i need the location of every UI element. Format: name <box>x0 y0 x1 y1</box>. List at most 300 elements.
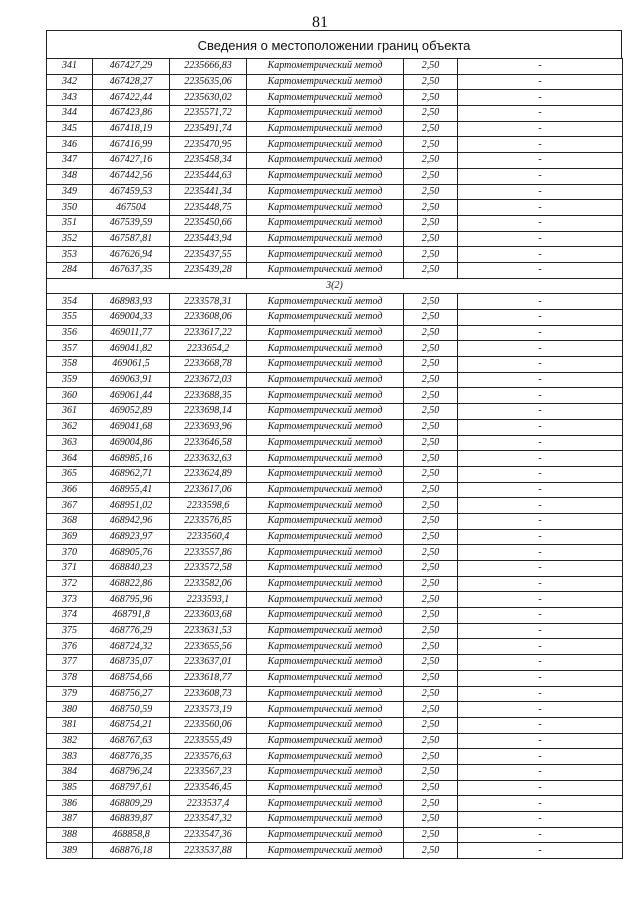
table-row <box>47 561 623 577</box>
point-number-cell: 342 <box>47 74 93 90</box>
y-coordinate-cell: 2235635,06 <box>170 74 247 90</box>
y-coordinate-cell: 2235491,74 <box>170 121 247 137</box>
method-cell: Картометрический метод <box>247 294 404 310</box>
x-coordinate-cell: 468754,21 <box>93 717 170 733</box>
point-number-cell: 384 <box>47 764 93 780</box>
note-cell: - <box>458 388 623 404</box>
point-number-cell: 358 <box>47 357 93 373</box>
accuracy-cell: 2,50 <box>404 184 458 200</box>
accuracy-cell: 2,50 <box>404 247 458 263</box>
method-cell: Картометрический метод <box>247 184 404 200</box>
table-row <box>47 608 623 624</box>
table-row <box>47 655 623 671</box>
note-cell: - <box>458 325 623 341</box>
x-coordinate-cell: 467422,44 <box>93 90 170 106</box>
point-number-cell: 348 <box>47 168 93 184</box>
method-cell: Картометрический метод <box>247 200 404 216</box>
accuracy-cell: 2,50 <box>404 466 458 482</box>
y-coordinate-cell: 2233547,36 <box>170 827 247 843</box>
point-number-cell: 346 <box>47 137 93 153</box>
accuracy-cell: 2,50 <box>404 764 458 780</box>
point-number-cell: 382 <box>47 733 93 749</box>
point-number-cell: 362 <box>47 419 93 435</box>
table-row <box>47 231 623 247</box>
point-number-cell: 388 <box>47 827 93 843</box>
x-coordinate-cell: 468955,41 <box>93 482 170 498</box>
table-row <box>47 419 623 435</box>
note-cell: - <box>458 592 623 608</box>
point-number-cell: 371 <box>47 561 93 577</box>
accuracy-cell: 2,50 <box>404 529 458 545</box>
y-coordinate-cell: 2233632,63 <box>170 451 247 467</box>
accuracy-cell: 2,50 <box>404 498 458 514</box>
x-coordinate-cell: 468750,59 <box>93 702 170 718</box>
y-coordinate-cell: 2233672,03 <box>170 372 247 388</box>
table-row <box>47 670 623 686</box>
point-number-cell: 369 <box>47 529 93 545</box>
accuracy-cell: 2,50 <box>404 310 458 326</box>
note-cell: - <box>458 780 623 796</box>
method-cell: Картометрический метод <box>247 843 404 859</box>
note-cell: - <box>458 623 623 639</box>
point-number-cell: 360 <box>47 388 93 404</box>
y-coordinate-cell: 2233608,73 <box>170 686 247 702</box>
x-coordinate-cell: 468796,24 <box>93 764 170 780</box>
x-coordinate-cell: 468905,76 <box>93 545 170 561</box>
table-row <box>47 827 623 843</box>
point-number-cell: 352 <box>47 231 93 247</box>
note-cell: - <box>458 749 623 765</box>
table-row <box>47 121 623 137</box>
point-number-cell: 368 <box>47 513 93 529</box>
accuracy-cell: 2,50 <box>404 639 458 655</box>
table-row <box>47 702 623 718</box>
x-coordinate-cell: 467539,59 <box>93 215 170 231</box>
point-number-cell: 380 <box>47 702 93 718</box>
x-coordinate-cell: 469063,91 <box>93 372 170 388</box>
x-coordinate-cell: 468951,02 <box>93 498 170 514</box>
method-cell: Картометрический метод <box>247 466 404 482</box>
point-number-cell: 385 <box>47 780 93 796</box>
table-row <box>47 59 623 75</box>
note-cell: - <box>458 404 623 420</box>
accuracy-cell: 2,50 <box>404 812 458 828</box>
point-number-cell: 359 <box>47 372 93 388</box>
table-row <box>47 780 623 796</box>
y-coordinate-cell: 2235630,02 <box>170 90 247 106</box>
method-cell: Картометрический метод <box>247 106 404 122</box>
table-row <box>47 325 623 341</box>
note-cell: - <box>458 529 623 545</box>
accuracy-cell: 2,50 <box>404 372 458 388</box>
x-coordinate-cell: 468776,35 <box>93 749 170 765</box>
method-cell: Картометрический метод <box>247 59 404 75</box>
method-cell: Картометрический метод <box>247 231 404 247</box>
note-cell: - <box>458 90 623 106</box>
note-cell: - <box>458 74 623 90</box>
point-number-cell: 387 <box>47 812 93 828</box>
point-number-cell: 357 <box>47 341 93 357</box>
accuracy-cell: 2,50 <box>404 733 458 749</box>
accuracy-cell: 2,50 <box>404 435 458 451</box>
accuracy-cell: 2,50 <box>404 200 458 216</box>
note-cell: - <box>458 419 623 435</box>
note-cell: - <box>458 827 623 843</box>
y-coordinate-cell: 2235439,28 <box>170 262 247 278</box>
accuracy-cell: 2,50 <box>404 780 458 796</box>
point-number-cell: 372 <box>47 576 93 592</box>
method-cell: Картометрический метод <box>247 153 404 169</box>
x-coordinate-cell: 468795,96 <box>93 592 170 608</box>
accuracy-cell: 2,50 <box>404 90 458 106</box>
note-cell: - <box>458 294 623 310</box>
point-number-cell: 353 <box>47 247 93 263</box>
section-label: 3(2) <box>47 278 623 294</box>
x-coordinate-cell: 468809,29 <box>93 796 170 812</box>
point-number-cell: 347 <box>47 153 93 169</box>
table-row <box>47 153 623 169</box>
method-cell: Картометрический метод <box>247 357 404 373</box>
x-coordinate-cell: 468797,61 <box>93 780 170 796</box>
x-coordinate-cell: 469061,5 <box>93 357 170 373</box>
y-coordinate-cell: 2233668,78 <box>170 357 247 373</box>
y-coordinate-cell: 2233655,56 <box>170 639 247 655</box>
y-coordinate-cell: 2235444,63 <box>170 168 247 184</box>
table-row <box>47 498 623 514</box>
table-row <box>47 404 623 420</box>
y-coordinate-cell: 2233593,1 <box>170 592 247 608</box>
note-cell: - <box>458 451 623 467</box>
y-coordinate-cell: 2233637,01 <box>170 655 247 671</box>
note-cell: - <box>458 168 623 184</box>
accuracy-cell: 2,50 <box>404 74 458 90</box>
x-coordinate-cell: 467587,81 <box>93 231 170 247</box>
note-cell: - <box>458 482 623 498</box>
table-row <box>47 357 623 373</box>
point-number-cell: 345 <box>47 121 93 137</box>
note-cell: - <box>458 137 623 153</box>
x-coordinate-cell: 467428,27 <box>93 74 170 90</box>
y-coordinate-cell: 2233698,14 <box>170 404 247 420</box>
method-cell: Картометрический метод <box>247 451 404 467</box>
note-cell: - <box>458 843 623 859</box>
note-cell: - <box>458 310 623 326</box>
table-row <box>47 137 623 153</box>
y-coordinate-cell: 2235666,83 <box>170 59 247 75</box>
table-row <box>47 310 623 326</box>
x-coordinate-cell: 467442,56 <box>93 168 170 184</box>
note-cell: - <box>458 812 623 828</box>
note-cell: - <box>458 372 623 388</box>
method-cell: Картометрический метод <box>247 670 404 686</box>
accuracy-cell: 2,50 <box>404 168 458 184</box>
method-cell: Картометрический метод <box>247 247 404 263</box>
method-cell: Картометрический метод <box>247 325 404 341</box>
point-number-cell: 355 <box>47 310 93 326</box>
x-coordinate-cell: 468756,27 <box>93 686 170 702</box>
y-coordinate-cell: 2233618,77 <box>170 670 247 686</box>
method-cell: Картометрический метод <box>247 529 404 545</box>
point-number-cell: 386 <box>47 796 93 812</box>
x-coordinate-cell: 467416,99 <box>93 137 170 153</box>
point-number-cell: 341 <box>47 59 93 75</box>
method-cell: Картометрический метод <box>247 545 404 561</box>
table-row <box>47 843 623 859</box>
note-cell: - <box>458 466 623 482</box>
method-cell: Картометрический метод <box>247 796 404 812</box>
y-coordinate-cell: 2235441,34 <box>170 184 247 200</box>
note-cell: - <box>458 357 623 373</box>
method-cell: Картометрический метод <box>247 168 404 184</box>
x-coordinate-cell: 468923,97 <box>93 529 170 545</box>
y-coordinate-cell: 2233693,96 <box>170 419 247 435</box>
point-number-cell: 354 <box>47 294 93 310</box>
x-coordinate-cell: 468724,32 <box>93 639 170 655</box>
accuracy-cell: 2,50 <box>404 325 458 341</box>
point-number-cell: 350 <box>47 200 93 216</box>
method-cell: Картометрический метод <box>247 764 404 780</box>
y-coordinate-cell: 2233576,63 <box>170 749 247 765</box>
method-cell: Картометрический метод <box>247 733 404 749</box>
point-number-cell: 365 <box>47 466 93 482</box>
boundary-points-table <box>46 58 623 859</box>
x-coordinate-cell: 468754,66 <box>93 670 170 686</box>
table-row <box>47 749 623 765</box>
table-row <box>47 466 623 482</box>
table-row <box>47 388 623 404</box>
y-coordinate-cell: 2235470,95 <box>170 137 247 153</box>
x-coordinate-cell: 468839,87 <box>93 812 170 828</box>
method-cell: Картометрический метод <box>247 780 404 796</box>
note-cell: - <box>458 639 623 655</box>
y-coordinate-cell: 2233654,2 <box>170 341 247 357</box>
note-cell: - <box>458 184 623 200</box>
note-cell: - <box>458 262 623 278</box>
point-number-cell: 343 <box>47 90 93 106</box>
note-cell: - <box>458 498 623 514</box>
point-number-cell: 381 <box>47 717 93 733</box>
method-cell: Картометрический метод <box>247 90 404 106</box>
table-row <box>47 482 623 498</box>
x-coordinate-cell: 467427,16 <box>93 153 170 169</box>
table-row <box>47 733 623 749</box>
table-row <box>47 812 623 828</box>
note-cell: - <box>458 215 623 231</box>
table-row <box>47 74 623 90</box>
point-number-cell: 379 <box>47 686 93 702</box>
y-coordinate-cell: 2235448,75 <box>170 200 247 216</box>
y-coordinate-cell: 2233603,68 <box>170 608 247 624</box>
y-coordinate-cell: 2235443,94 <box>170 231 247 247</box>
accuracy-cell: 2,50 <box>404 153 458 169</box>
method-cell: Картометрический метод <box>247 639 404 655</box>
table-row <box>47 717 623 733</box>
note-cell: - <box>458 247 623 263</box>
method-cell: Картометрический метод <box>247 372 404 388</box>
note-cell: - <box>458 121 623 137</box>
table-row <box>47 341 623 357</box>
accuracy-cell: 2,50 <box>404 388 458 404</box>
x-coordinate-cell: 468735,07 <box>93 655 170 671</box>
point-number-cell: 378 <box>47 670 93 686</box>
x-coordinate-cell: 469052,89 <box>93 404 170 420</box>
y-coordinate-cell: 2233576,85 <box>170 513 247 529</box>
method-cell: Картометрический метод <box>247 623 404 639</box>
point-number-cell: 366 <box>47 482 93 498</box>
point-number-cell: 344 <box>47 106 93 122</box>
table-row <box>47 372 623 388</box>
accuracy-cell: 2,50 <box>404 702 458 718</box>
table-row <box>47 247 623 263</box>
accuracy-cell: 2,50 <box>404 106 458 122</box>
y-coordinate-cell: 2233560,06 <box>170 717 247 733</box>
table-row <box>47 592 623 608</box>
point-number-cell: 383 <box>47 749 93 765</box>
note-cell: - <box>458 670 623 686</box>
note-cell: - <box>458 59 623 75</box>
table-row <box>47 764 623 780</box>
note-cell: - <box>458 702 623 718</box>
x-coordinate-cell: 469061,44 <box>93 388 170 404</box>
y-coordinate-cell: 2233547,32 <box>170 812 247 828</box>
point-number-cell: 367 <box>47 498 93 514</box>
point-number-cell: 375 <box>47 623 93 639</box>
note-cell: - <box>458 341 623 357</box>
page-number: 81 <box>312 14 328 31</box>
y-coordinate-cell: 2233546,45 <box>170 780 247 796</box>
method-cell: Картометрический метод <box>247 749 404 765</box>
accuracy-cell: 2,50 <box>404 137 458 153</box>
x-coordinate-cell: 469041,82 <box>93 341 170 357</box>
y-coordinate-cell: 2235450,66 <box>170 215 247 231</box>
x-coordinate-cell: 467427,29 <box>93 59 170 75</box>
accuracy-cell: 2,50 <box>404 513 458 529</box>
x-coordinate-cell: 468983,93 <box>93 294 170 310</box>
y-coordinate-cell: 2233578,31 <box>170 294 247 310</box>
y-coordinate-cell: 2235437,55 <box>170 247 247 263</box>
accuracy-cell: 2,50 <box>404 717 458 733</box>
accuracy-cell: 2,50 <box>404 608 458 624</box>
point-number-cell: 361 <box>47 404 93 420</box>
note-cell: - <box>458 733 623 749</box>
x-coordinate-cell: 469041,68 <box>93 419 170 435</box>
point-number-cell: 363 <box>47 435 93 451</box>
x-coordinate-cell: 469011,77 <box>93 325 170 341</box>
y-coordinate-cell: 2233537,4 <box>170 796 247 812</box>
y-coordinate-cell: 2235458,34 <box>170 153 247 169</box>
table-row <box>47 686 623 702</box>
note-cell: - <box>458 435 623 451</box>
accuracy-cell: 2,50 <box>404 623 458 639</box>
method-cell: Картометрический метод <box>247 435 404 451</box>
table-row <box>47 184 623 200</box>
accuracy-cell: 2,50 <box>404 215 458 231</box>
y-coordinate-cell: 2233624,89 <box>170 466 247 482</box>
x-coordinate-cell: 467418,19 <box>93 121 170 137</box>
method-cell: Картометрический метод <box>247 812 404 828</box>
method-cell: Картометрический метод <box>247 215 404 231</box>
x-coordinate-cell: 468791,8 <box>93 608 170 624</box>
table-row <box>47 576 623 592</box>
accuracy-cell: 2,50 <box>404 419 458 435</box>
y-coordinate-cell: 2233646,58 <box>170 435 247 451</box>
note-cell: - <box>458 545 623 561</box>
accuracy-cell: 2,50 <box>404 686 458 702</box>
table-row <box>47 513 623 529</box>
x-coordinate-cell: 468767,63 <box>93 733 170 749</box>
method-cell: Картометрический метод <box>247 498 404 514</box>
point-number-cell: 370 <box>47 545 93 561</box>
point-number-cell: 284 <box>47 262 93 278</box>
method-cell: Картометрический метод <box>247 404 404 420</box>
y-coordinate-cell: 2233567,23 <box>170 764 247 780</box>
accuracy-cell: 2,50 <box>404 576 458 592</box>
y-coordinate-cell: 2233582,06 <box>170 576 247 592</box>
method-cell: Картометрический метод <box>247 74 404 90</box>
note-cell: - <box>458 796 623 812</box>
table-row <box>47 168 623 184</box>
section-header-row <box>47 278 623 294</box>
point-number-cell: 376 <box>47 639 93 655</box>
method-cell: Картометрический метод <box>247 419 404 435</box>
note-cell: - <box>458 153 623 169</box>
method-cell: Картометрический метод <box>247 121 404 137</box>
y-coordinate-cell: 2233688,35 <box>170 388 247 404</box>
point-number-cell: 389 <box>47 843 93 859</box>
x-coordinate-cell: 468985,16 <box>93 451 170 467</box>
point-number-cell: 349 <box>47 184 93 200</box>
x-coordinate-cell: 467459,53 <box>93 184 170 200</box>
method-cell: Картометрический метод <box>247 717 404 733</box>
note-cell: - <box>458 764 623 780</box>
point-number-cell: 374 <box>47 608 93 624</box>
y-coordinate-cell: 2233560,4 <box>170 529 247 545</box>
accuracy-cell: 2,50 <box>404 231 458 247</box>
accuracy-cell: 2,50 <box>404 655 458 671</box>
y-coordinate-cell: 2233608,06 <box>170 310 247 326</box>
note-cell: - <box>458 686 623 702</box>
note-cell: - <box>458 655 623 671</box>
x-coordinate-cell: 468858,8 <box>93 827 170 843</box>
x-coordinate-cell: 468776,29 <box>93 623 170 639</box>
y-coordinate-cell: 2233555,49 <box>170 733 247 749</box>
y-coordinate-cell: 2233631,53 <box>170 623 247 639</box>
method-cell: Картометрический метод <box>247 262 404 278</box>
x-coordinate-cell: 467637,35 <box>93 262 170 278</box>
accuracy-cell: 2,50 <box>404 404 458 420</box>
point-number-cell: 377 <box>47 655 93 671</box>
accuracy-cell: 2,50 <box>404 294 458 310</box>
note-cell: - <box>458 231 623 247</box>
x-coordinate-cell: 468876,18 <box>93 843 170 859</box>
table-row <box>47 451 623 467</box>
note-cell: - <box>458 561 623 577</box>
accuracy-cell: 2,50 <box>404 121 458 137</box>
method-cell: Картометрический метод <box>247 576 404 592</box>
method-cell: Картометрический метод <box>247 608 404 624</box>
y-coordinate-cell: 2233573,19 <box>170 702 247 718</box>
accuracy-cell: 2,50 <box>404 341 458 357</box>
method-cell: Картометрический метод <box>247 137 404 153</box>
accuracy-cell: 2,50 <box>404 827 458 843</box>
x-coordinate-cell: 468822,86 <box>93 576 170 592</box>
note-cell: - <box>458 576 623 592</box>
y-coordinate-cell: 2233617,06 <box>170 482 247 498</box>
table-row <box>47 796 623 812</box>
table-row <box>47 529 623 545</box>
table-title: Сведения о местоположении границ объекта <box>46 30 622 58</box>
accuracy-cell: 2,50 <box>404 592 458 608</box>
